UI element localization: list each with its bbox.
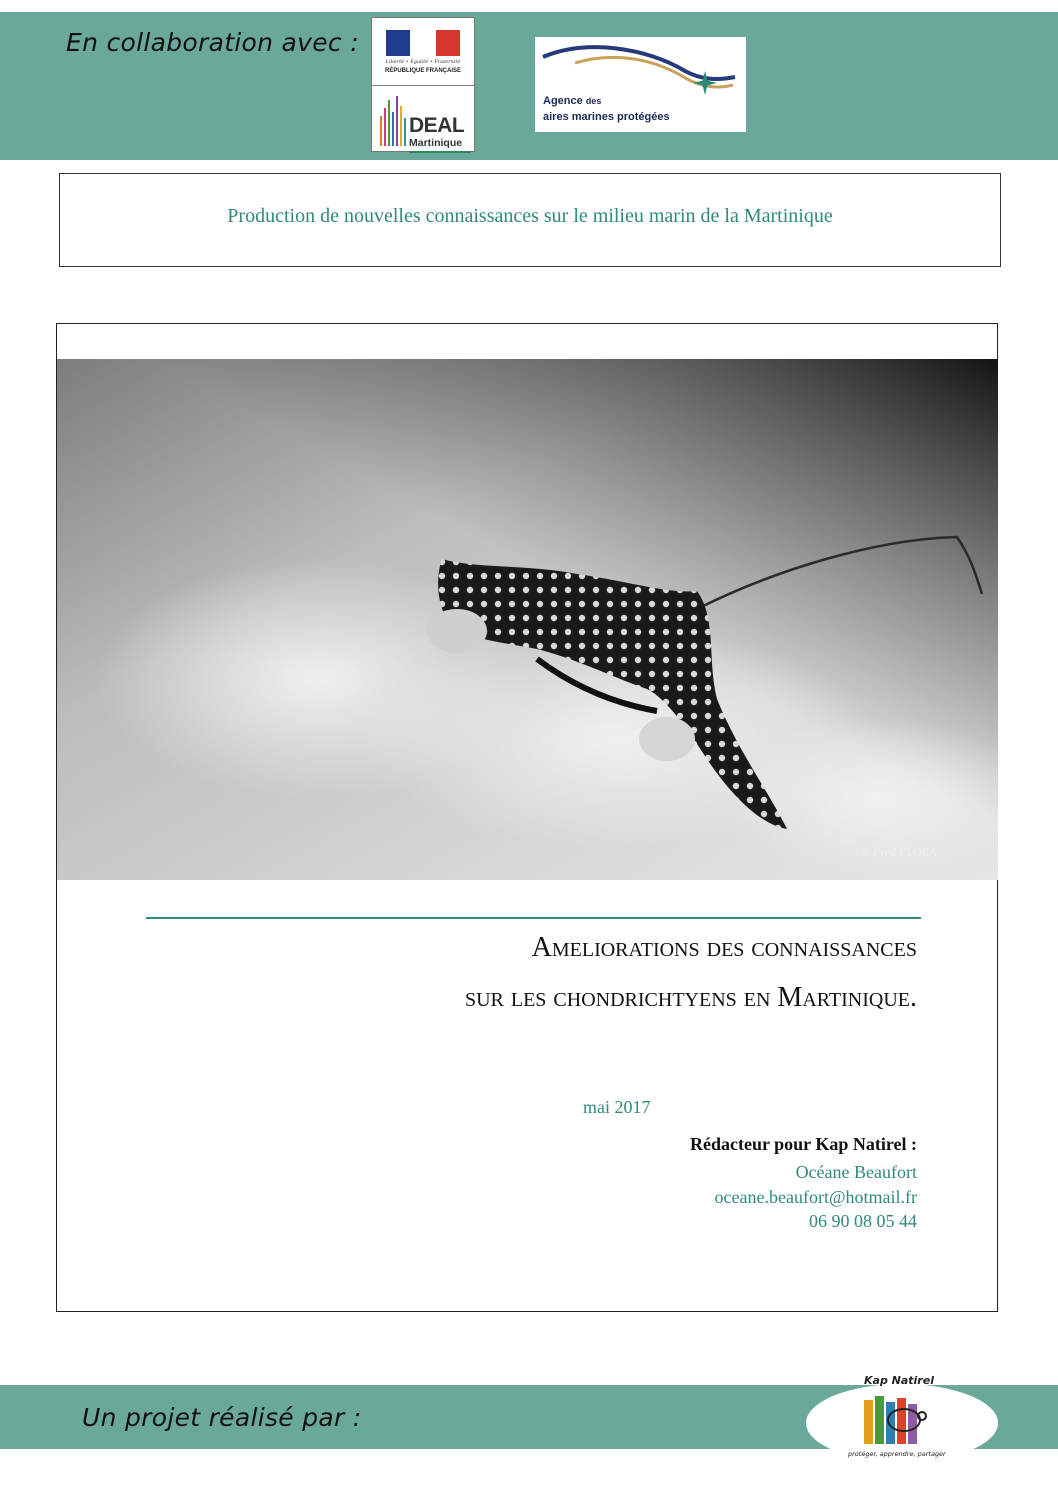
- republique-deal-logo: [371, 17, 475, 152]
- deal-region: Martinique: [409, 137, 463, 149]
- collaboration-label: En collaboration avec :: [66, 28, 359, 57]
- title-rule: [146, 917, 921, 919]
- aamp-logo: [535, 37, 746, 132]
- subtitle-box: [59, 173, 1001, 267]
- deal-text: DEAL: [409, 114, 465, 137]
- cover-photo: [57, 359, 998, 880]
- kap-natirel-tagline: protéger, apprendre, partager: [848, 1450, 946, 1458]
- aamp-aires: aires marines protégées: [543, 111, 670, 123]
- eagle-ray-photo-icon: [57, 359, 998, 880]
- project-label: Un projet réalisé par :: [82, 1403, 362, 1432]
- author-phone: 06 90 08 05 44: [809, 1211, 917, 1231]
- author-name: Océane Beaufort: [795, 1162, 917, 1182]
- redacteur-label: Rédacteur pour Kap Natirel :: [690, 1134, 917, 1154]
- marianne-flag-icon: [386, 30, 460, 56]
- publication-date: mai 2017: [583, 1097, 651, 1117]
- photo-credit: © Fred FLORA: [861, 845, 937, 859]
- turtle-logo-icon: [858, 1392, 938, 1448]
- deal-stripes-icon: [378, 94, 408, 146]
- aamp-des: des: [585, 96, 602, 106]
- compass-wave-icon: [535, 37, 746, 97]
- title-line-1: Ameliorations des connaissances: [531, 932, 917, 963]
- republic-name: RÉPUBLIQUE FRANÇAISE: [384, 68, 461, 74]
- author-email: oceane.beaufort@hotmail.fr: [714, 1187, 917, 1207]
- kap-natirel-name: Kap Natirel: [864, 1374, 934, 1387]
- republic-motto: Liberté • Égalité • Fraternité: [385, 59, 461, 65]
- subtitle: Production de nouvelles connaissances sur le milieu marin de la Martinique: [227, 205, 833, 227]
- kap-natirel-logo: [806, 1364, 998, 1462]
- title-line-2: sur les chondrichtyens en Martinique.: [464, 982, 917, 1013]
- aamp-agence: Agence: [543, 95, 583, 107]
